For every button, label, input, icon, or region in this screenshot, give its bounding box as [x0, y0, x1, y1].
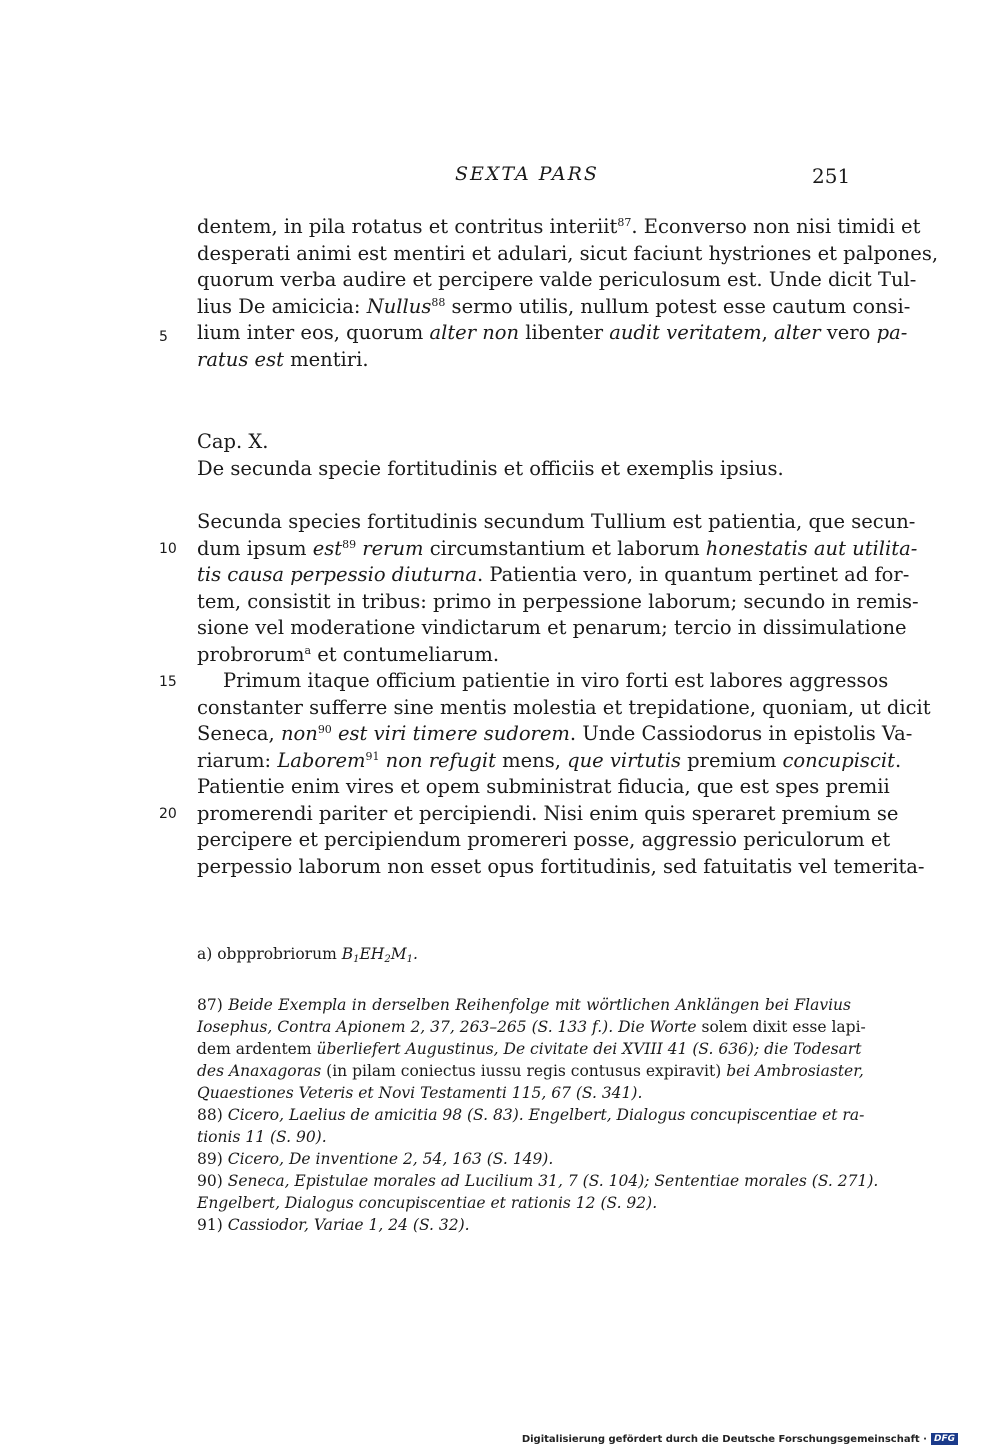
- footnote-90-line: Engelbert, Dialogus concupiscentiae et rationis 12 (S. 92).: [197, 1194, 658, 1212]
- footnote-ref: 89: [342, 537, 357, 551]
- dfg-logo: DFG: [931, 1433, 958, 1445]
- text-line: Patientie enim vires et opem subministrat fiducia, que est spes premii: [197, 775, 890, 798]
- text-line: Seneca, non$^{90}$ est viri timere sudorem. Unde Cassiodorus in epistolis Va-: [197, 722, 913, 745]
- text-line: constanter sufferre sine mentis molestia et trepidatione, quoniam, ut dicit: [197, 695, 931, 719]
- chapter-number: Cap. X.: [197, 430, 269, 453]
- text-line: lium inter eos, quorum alter non libenter audit veritatem, alter vero pa-: [197, 321, 908, 344]
- text-line: riarum: Laborem$^{91}$ non refugit mens, que virtutis premium concupiscit.: [197, 748, 902, 772]
- footnote-ref: 87: [617, 216, 632, 229]
- text-line: tis causa perpessio diuturna. Patientia vero, in quantum pertinet ad for-: [197, 563, 910, 586]
- text-line: promerendi pariter et percipiendi. Nisi enim quis speraret premium se: [197, 801, 899, 825]
- digitization-credit: [522, 1433, 958, 1445]
- line-number: 15: [159, 674, 177, 690]
- line-number: 20: [159, 806, 177, 822]
- running-head: SEXTA PARS: [455, 163, 599, 185]
- line-number: 5: [159, 329, 168, 345]
- text-line: percipere et percipiendum promereri posse, aggressio periculorum et: [197, 828, 891, 851]
- text-line: dentem, in pila rotatus et contritus interiit$^{87}$. Econverso non nisi timidi et: [197, 215, 921, 238]
- text-line: dum ipsum est$^{89}$ rerum circumstantium et laborum honestatis aut utilita-: [197, 536, 918, 560]
- footnote-88: 88) Cicero, Laelius de amicitia 98 (S. 83). Engelbert, Dialogus concupiscentiae et ra-: [197, 1106, 865, 1124]
- footnote-88-line: tionis 11 (S. 90).: [197, 1128, 327, 1146]
- page-number: 251: [812, 164, 851, 188]
- footnote-ref: 90: [317, 723, 332, 736]
- footnote-87-line: des Anaxagoras (in pilam coniectus iussu regis contusus expiravit) bei Ambrosiaster,: [197, 1062, 864, 1080]
- apparatus-ref: a: [304, 643, 312, 657]
- text-line: Secunda species fortitudinis secundum Tullium est patientia, que secun-: [197, 510, 916, 533]
- footnote-ref: 91: [365, 749, 380, 763]
- text-line: lius De amicicia: Nullus$^{88}$ sermo utilis, nullum potest esse cautum consi-: [197, 294, 911, 318]
- text-line: sione vel moderatione vindictarum et penarum; tercio in dissimulatione: [197, 616, 907, 639]
- footnote-90: 90) Seneca, Epistulae morales ad Lucilium 31, 7 (S. 104); Sententiae morales (S. 271).: [197, 1172, 879, 1190]
- text-line: desperati animi est mentiri et adulari, sicut faciunt hystriones et palpones,: [197, 241, 939, 265]
- text-line: perpessio laborum non esset opus fortitudinis, sed fatuitatis vel temerita-: [197, 854, 925, 878]
- apparatus-entry: a) obpprobriorum $B_1EH_2M_1$.: [197, 945, 418, 965]
- text-line: probrorum$^a$ et contumeliarum.: [197, 642, 500, 666]
- chapter-subtitle: De secunda specie fortitudinis et officiis et exemplis ipsius.: [197, 456, 784, 480]
- text-line: tem, consistit in tribus: primo in perpessione laborum; secundo in remis-: [197, 589, 919, 613]
- footnote-87: 87) Beide Exempla in derselben Reihenfolge mit wörtlichen Anklängen bei Flavius: [197, 996, 851, 1014]
- text-line: ratus est mentiri.: [197, 347, 369, 371]
- credit-text: Digitalisierung gefördert durch die Deutsche Forschungsgemeinschaft ·: [521, 1433, 927, 1445]
- footnote-87-line: Quaestiones Veteris et Novi Testamenti 115, 67 (S. 341).: [197, 1084, 643, 1102]
- text-line: quorum verba audire et percipere valde periculosum est. Unde dicit Tul-: [197, 268, 917, 291]
- footnote-91: 91) Cassiodor, Variae 1, 24 (S. 32).: [197, 1216, 470, 1234]
- footnote-ref: 88: [431, 295, 446, 309]
- footnote-89: 89) Cicero, De inventione 2, 54, 163 (S. 149).: [197, 1150, 554, 1168]
- line-number: 10: [159, 541, 177, 557]
- footnote-87-line: dem ardentem überliefert Augustinus, De civitate dei XVIII 41 (S. 636); die Todesart: [197, 1040, 862, 1058]
- text-line: Primum itaque officium patientie in viro forti est labores aggressos: [223, 669, 889, 692]
- footnote-87-line: Iosephus, Contra Apionem 2, 37, 263–265 (S. 133 f.). Die Worte solem dixit esse lapi-: [197, 1018, 866, 1036]
